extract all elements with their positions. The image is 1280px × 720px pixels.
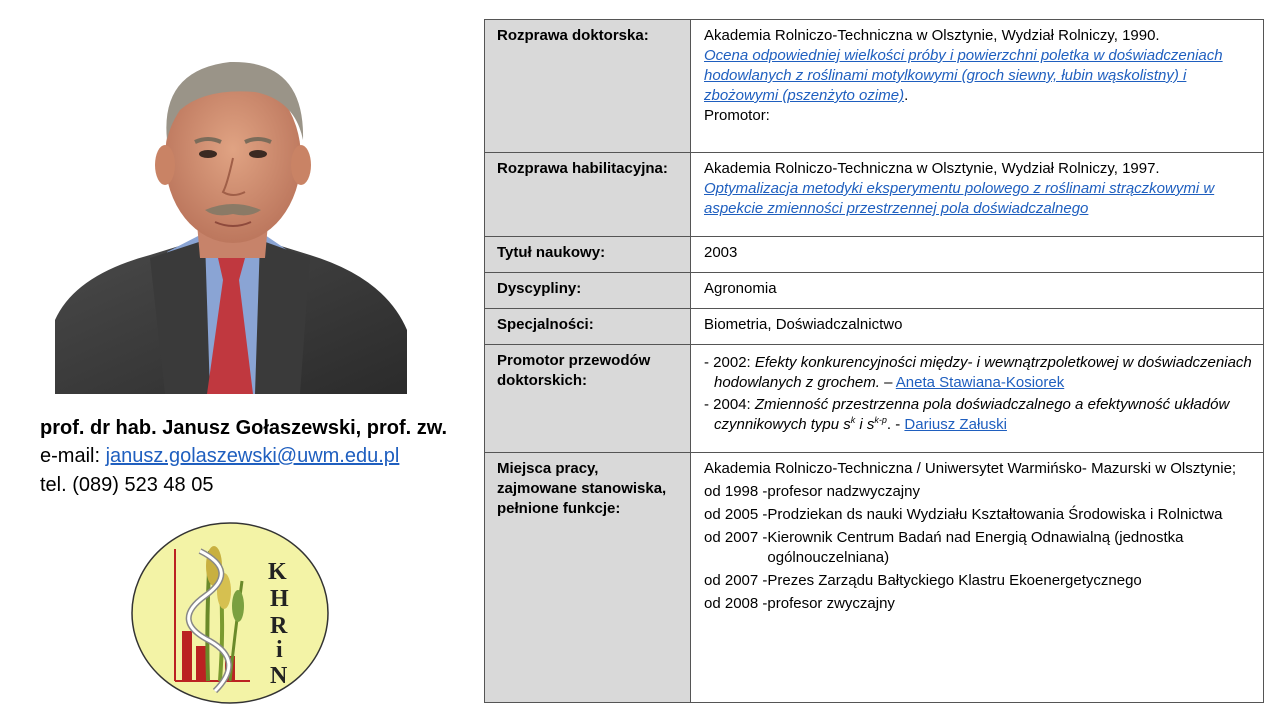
work-intro: Akademia Rolniczo-Techniczna / Uniwersytet Warmińsko- Mazurski w Olsztynie; [704,460,1237,477]
promoter-item [704,353,1255,393]
promoter-item-title: Zmienność przestrzenna pola doświadczalnego a efektywność układów czynnikowych typu s [714,396,1230,433]
label-phd: Rozprawa doktorska: [485,20,691,153]
work-item-desc: profesor nadzwyczajny [767,483,920,500]
work-item [704,594,1255,614]
value-phd [691,20,1264,153]
value-promoter [691,345,1264,453]
work-item [704,571,1255,591]
promoter-item-sep: – [879,374,896,391]
email-link[interactable]: janusz.golaszewski@uwm.edu.pl [105,445,400,467]
row-title [485,237,1264,273]
promoter-item-year: - 2004: [704,396,755,413]
logo-letter-h: H [270,586,289,612]
promoter-item-year: - 2002: [704,354,755,371]
promoter-item-sep: . - [886,416,905,433]
promoter-item-mid: i s [855,416,875,433]
work-item-desc: profesor zwyczajny [767,595,895,612]
work-item [704,528,1255,568]
work-item-year: od 2005 - [704,506,768,523]
phd-title-link[interactable]: Ocena odpowiedniej wielkości próby i powierzchni poletka w doświadczeniach hodowlanych z roślinami motylkowymi (groch siewny, łubin wąskolistny) i zbożowymi (pszenżyto ozime) [704,47,1223,104]
phd-institution: Akademia Rolniczo-Techniczna w Olsztynie, Wydział Rolniczy, 1990. [704,27,1160,44]
phd-title-end: . [904,87,909,104]
promoter-item-title: Efekty konkurencyjności między- i wewnątrzpoletkowej w doświadczeniach hodowlanych z grochem. [714,354,1252,391]
work-item-year: od 1998 - [704,483,768,500]
row-habil [485,153,1264,237]
value-title: 2003 [691,237,1264,273]
work-item-year: od 2008 - [704,595,768,612]
promoter-item-sup: k-p [874,415,887,425]
habil-title-link[interactable]: Optymalizacja metodyki eksperymentu polowego z roślinami strączkowymi w aspekcie zmienności przestrzennej pola doświadczalnego [704,180,1215,217]
row-phd [485,20,1264,153]
work-item [704,482,1255,502]
work-item-desc: Kierownik Centrum Badań nad Energią Odnawialną (jednostka ogólnouczelniana) [767,529,1184,566]
value-work [691,453,1264,703]
promoter-item-person-link[interactable]: Aneta Stawiana-Kosiorek [895,374,1065,391]
value-specialties: Biometria, Doświadczalnictwo [691,309,1264,345]
work-item-year: od 2007 - [704,572,768,589]
row-disciplines [485,273,1264,309]
work-item-desc: Prezes Zarządu Bałtyckiego Klastru Ekoenergetycznego [767,572,1142,589]
phone-line: tel. (089) 523 48 05 [40,474,214,496]
work-item [704,505,1255,525]
work-item-year: od 2007 - [704,529,768,546]
email-line [40,445,399,468]
row-work [485,453,1264,703]
label-specialties: Specjalności: [485,309,691,345]
value-habil [691,153,1264,237]
row-promoter [485,345,1264,453]
promoter-item [704,395,1255,435]
logo-letter-k: K [268,559,287,585]
label-promoter: Promotor przewodów doktorskich: [485,345,691,453]
label-habil: Rozprawa habilitacyjna: [485,153,691,237]
label-work: Miejsca pracy, zajmowane stanowiska, pełnione funkcje: [485,453,691,703]
khrin-logo [130,521,330,706]
email-label: e-mail: [40,445,106,467]
habil-institution: Akademia Rolniczo-Techniczna w Olsztynie, Wydział Rolniczy, 1997. [704,160,1160,177]
phd-title-line [704,46,1255,106]
promoter-item-person-link[interactable]: Dariusz Załuski [904,416,1007,433]
portrait-illustration [55,30,407,394]
logo-letter-i: i [276,637,283,663]
portrait-photo [55,30,407,394]
logo-letter-n: N [270,663,288,689]
logo-letter-r: R [270,613,288,639]
label-disciplines: Dyscypliny: [485,273,691,309]
person-name: prof. dr hab. Janusz Gołaszewski, prof. zw. [40,417,448,439]
work-item-desc: Prodziekan ds nauki Wydziału Kształtowania Środowiska i Rolnictwa [767,506,1223,523]
value-disciplines: Agronomia [691,273,1264,309]
phd-promoter: Promotor: [704,107,770,124]
cv-table [484,19,1264,703]
promoter-item-sup: k [850,415,856,425]
row-specialties [485,309,1264,345]
label-title: Tytuł naukowy: [485,237,691,273]
